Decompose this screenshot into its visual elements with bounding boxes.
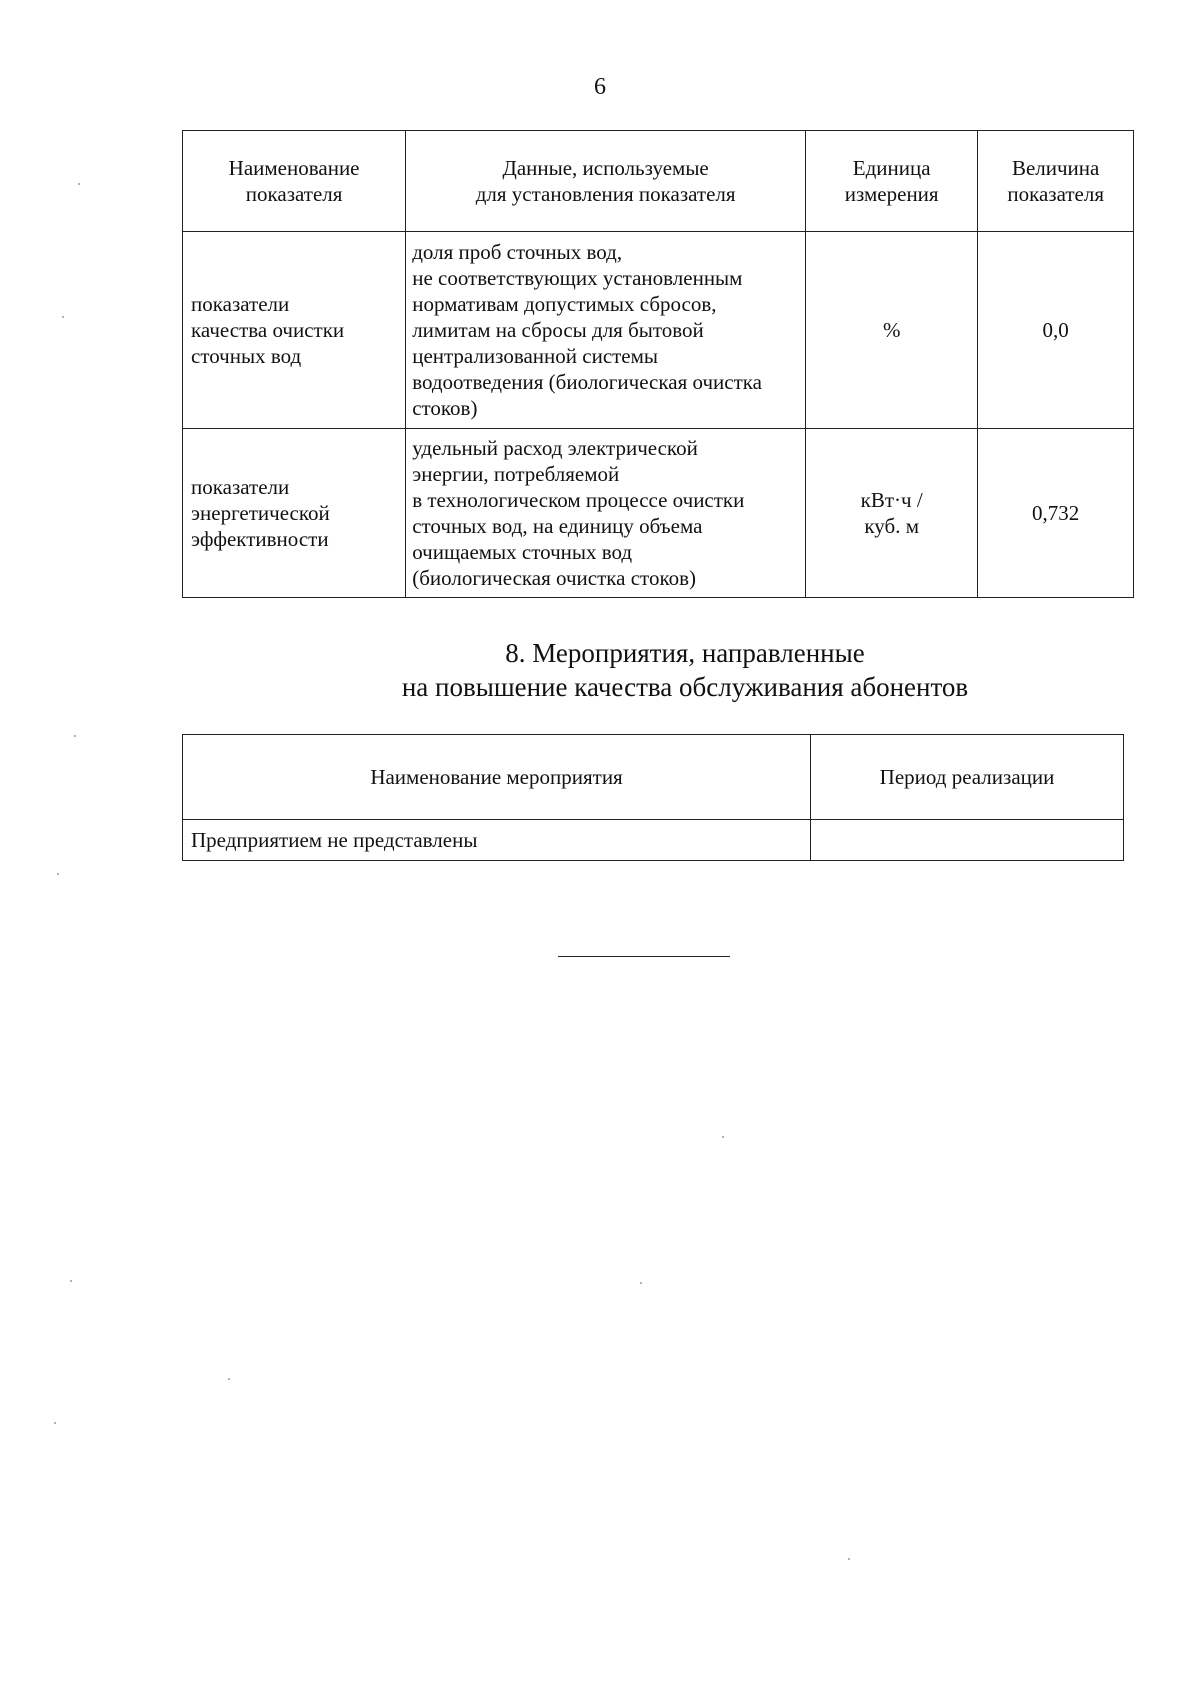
end-divider-line [558, 956, 730, 957]
indicator-value-cell: 0,0 [978, 232, 1134, 429]
table-row [183, 429, 1134, 598]
header-unit [806, 131, 978, 232]
scan-speck [54, 1422, 56, 1424]
table-row [183, 820, 1124, 861]
indicator-data-cell [406, 429, 806, 598]
header-text-line: Единица [852, 156, 931, 180]
cell-text-line: показатели [191, 475, 290, 499]
cell-text-line: энергетической [191, 501, 330, 525]
indicator-name-cell [183, 429, 406, 598]
cell-text-line: куб. м [864, 514, 919, 538]
cell-text-line: сточных вод, на единицу объема [412, 514, 703, 538]
cell-text-line: сточных вод [191, 344, 302, 368]
cell-text-line: удельный расход электрической [412, 436, 698, 460]
indicators-header-row [183, 131, 1134, 232]
header-value [978, 131, 1134, 232]
scan-speck [228, 1378, 230, 1380]
header-indicator-name [183, 131, 406, 232]
scan-speck [70, 1280, 72, 1282]
header-text-line: для установления показателя [475, 182, 736, 206]
indicator-data-cell [406, 232, 806, 429]
indicators-table [182, 130, 1134, 598]
header-text-line: измерения [844, 182, 939, 206]
scan-speck [78, 183, 80, 185]
cell-text-line: кВт·ч / [860, 488, 923, 512]
page-number: 6 [594, 74, 606, 100]
header-text-line: Величина [1011, 156, 1100, 180]
indicator-unit-cell [806, 429, 978, 598]
cell-text-line: не соответствующих установленным [412, 266, 743, 290]
section-title-line-1: 8. Мероприятия, направленные [505, 638, 865, 668]
cell-text-line: эффективности [191, 527, 329, 551]
cell-text-line: водоотведения (биологическая очистка [412, 370, 762, 394]
cell-text-line: доля проб сточных вод, [412, 240, 623, 264]
cell-text-line: % [882, 318, 901, 342]
scan-speck [62, 316, 64, 318]
cell-text-line: показатели [191, 292, 290, 316]
cell-text-line: качества очистки [191, 318, 345, 342]
indicator-name-cell [183, 232, 406, 429]
measure-period-cell [811, 820, 1124, 861]
measure-name-cell: Предприятием не представлены [183, 820, 811, 861]
measures-header-row [183, 735, 1124, 820]
cell-text-line: (биологическая очистка стоков) [412, 566, 696, 590]
header-text-line: Наименование [228, 156, 360, 180]
section-title [0, 636, 1200, 704]
scan-speck [722, 1136, 724, 1138]
cell-text-line: лимитам на сбросы для бытовой [412, 318, 704, 342]
cell-text-line: в технологическом процессе очистки [412, 488, 745, 512]
scan-speck [74, 735, 76, 737]
header-text-line: показателя [245, 182, 343, 206]
measures-table [182, 734, 1124, 861]
header-text-line: показателя [1007, 182, 1104, 206]
cell-text-line: энергии, потребляемой [412, 462, 620, 486]
indicator-unit-cell [806, 232, 978, 429]
header-period: Период реализации [811, 735, 1124, 820]
header-measure-name: Наименование мероприятия [183, 735, 811, 820]
cell-text-line: стоков) [412, 396, 478, 420]
scan-speck [57, 873, 59, 875]
header-text-line: Данные, используемые [502, 156, 709, 180]
indicator-value-cell: 0,732 [978, 429, 1134, 598]
scan-speck [848, 1558, 850, 1560]
header-indicator-data [406, 131, 806, 232]
cell-text-line: очищаемых сточных вод [412, 540, 633, 564]
cell-text-line: централизованной системы [412, 344, 659, 368]
cell-text-line: нормативам допустимых сбросов, [412, 292, 717, 316]
scan-speck [640, 1282, 642, 1284]
table-row [183, 232, 1134, 429]
section-title-line-2: на повышение качества обслуживания абонентов [401, 672, 969, 702]
